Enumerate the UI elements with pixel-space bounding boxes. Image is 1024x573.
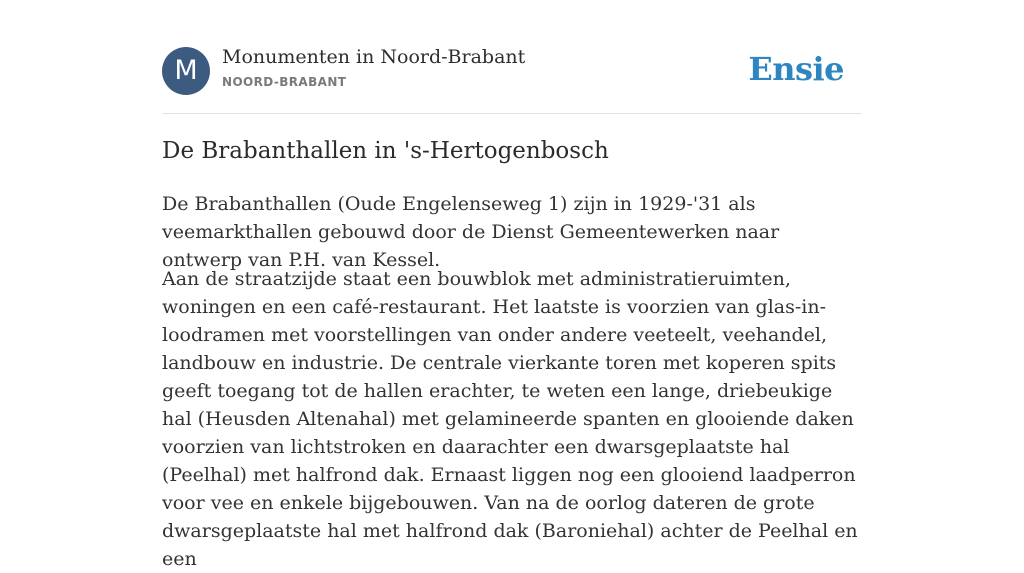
site-category-label[interactable]: NOORD-BRABANT	[222, 75, 347, 89]
site-title-link[interactable]: Monumenten in Noord-Brabant	[222, 46, 526, 68]
article-title: De Brabanthallen in 's-Hertogenbosch	[162, 138, 609, 164]
article-paragraph-2: Aan de straatzijde staat een bouwblok met administratieruimten, woningen en een café-restaurant. Het laatste is voorzien van glas-in-loodramen met voorstellingen van onder andere veeteelt, veehandel, landbouw en industrie. De centrale vierkante toren met koperen spits geeft toegang tot de hallen erachter, te weten een lange, driebeukige hal (Heusden Altenahal) met gelamineerde spanten en glooiende daken voorzien van lichtstroken en daarachter een dwarsgeplaatste hal (Peelhal) met halfrond dak. Ernaast liggen nog een glooiend laadperron voor vee en enkele bijgebouwen. Van na de oorlog dateren de grote dwarsgeplaatste hal met halfrond dak (Baroniehal) achter de Peelhal en een	[162, 268, 858, 570]
brand-logo[interactable]: Ensie	[748, 50, 844, 88]
page	[162, 0, 862, 570]
site-header	[162, 0, 862, 114]
avatar[interactable]: M	[162, 47, 210, 95]
article-paragraph-1: De Brabanthallen (Oude Engelenseweg 1) zijn in 1929-'31 als veemarkthallen gebouwd door de Dienst Gemeentewerken naar ontwerp van P.H. van Kessel.	[162, 193, 780, 271]
